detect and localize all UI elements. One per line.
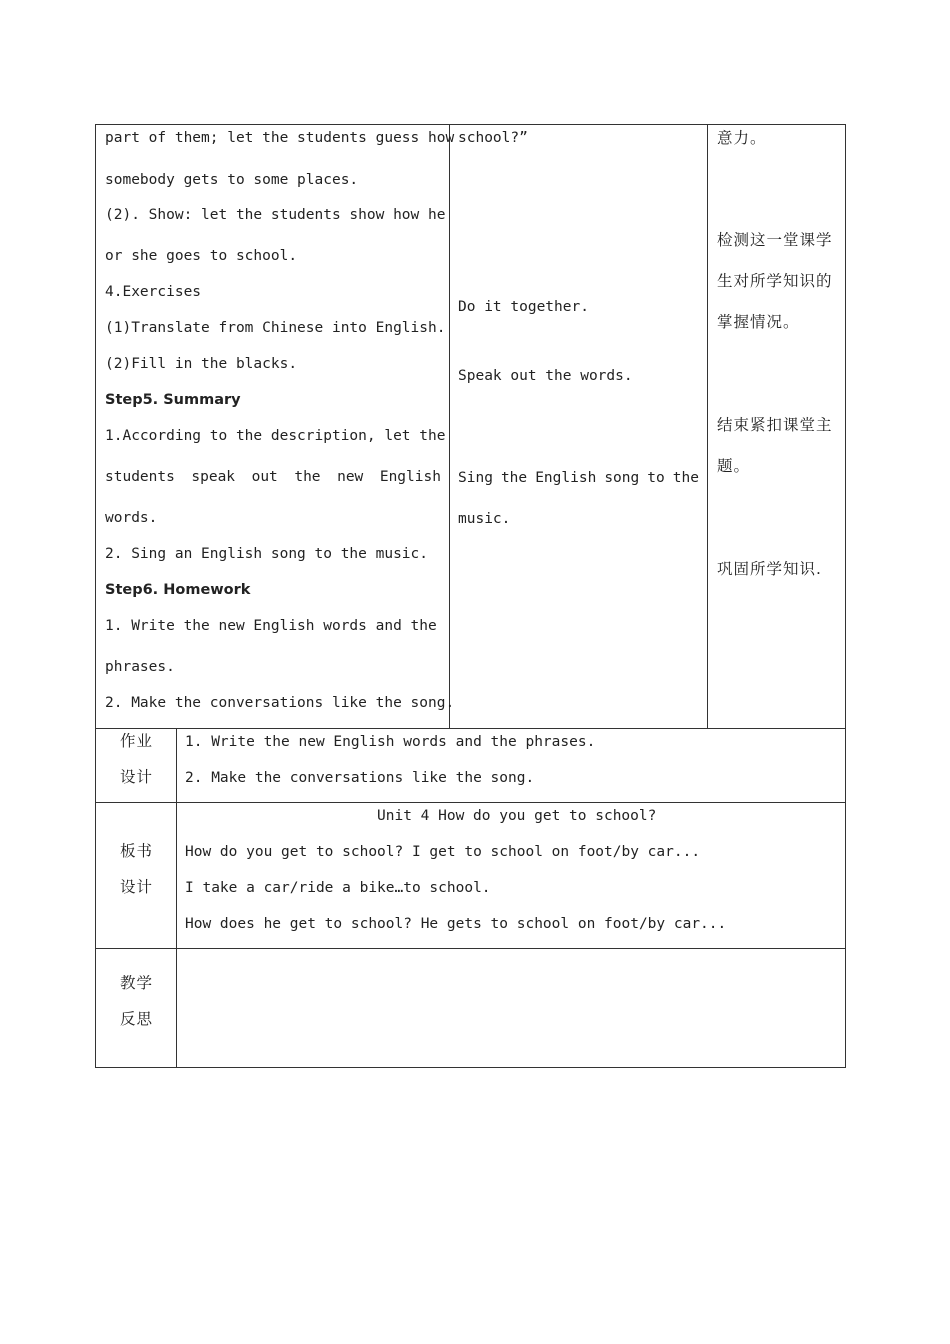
procedure-line: (2)Fill in the blacks.: [105, 356, 298, 372]
procedure-line: (2). Show: let the students show how he: [105, 207, 446, 223]
procedure-line: phrases.: [105, 659, 175, 675]
word: English: [535, 470, 597, 486]
activity-text: Do it together.: [458, 299, 589, 315]
row-divider-reflection: [95, 948, 846, 949]
step6-heading: Step6. Homework: [105, 582, 251, 598]
board-line: How does he get to school? He gets to school on foot/by car...: [185, 916, 727, 932]
homework-item: 2. Make the conversations like the song.: [185, 770, 535, 786]
word: out: [251, 469, 278, 485]
intent-text: 掌握情况。: [717, 313, 800, 331]
procedure-line: words.: [105, 510, 158, 526]
activity-justified-line: [458, 469, 699, 487]
procedure-line: part of them; let the students guess how: [105, 130, 455, 146]
label-column-divider: [176, 728, 177, 1068]
activity-text: Speak out the words.: [458, 368, 633, 384]
procedure-line: 1. Write the new English words and the: [105, 618, 437, 634]
word: speak: [191, 469, 236, 485]
intent-text: 巩固所学知识.: [717, 560, 822, 578]
intent-text: 生对所学知识的: [717, 272, 833, 290]
row-divider-board: [95, 802, 846, 803]
word: the: [672, 470, 699, 486]
word: Sing: [458, 470, 493, 486]
word: new: [337, 469, 364, 485]
word: students: [105, 469, 175, 485]
column-divider-1: [449, 124, 450, 728]
procedure-line: 1.According to the description, let the: [105, 428, 446, 444]
procedure-justified-line: [105, 468, 441, 486]
procedure-line: 2. Sing an English song to the music.: [105, 546, 429, 562]
column-divider-2: [707, 124, 708, 728]
intent-text: 检测这一堂课学: [717, 231, 833, 249]
procedure-line: somebody gets to some places.: [105, 172, 359, 188]
procedure-line: (1)Translate from Chinese into English.: [105, 320, 446, 336]
homework-item: 1. Write the new English words and the phrases.: [185, 734, 596, 750]
row-divider-homework: [95, 728, 846, 729]
word: song: [604, 470, 640, 486]
word: to: [647, 470, 665, 486]
activity-text: school?”: [458, 130, 528, 146]
word: English: [379, 469, 441, 485]
intent-text: 意力。: [717, 129, 767, 147]
step5-heading: Step5. Summary: [105, 392, 241, 408]
procedure-line: 4.Exercises: [105, 284, 202, 300]
word: the: [294, 469, 321, 485]
intent-text: 题。: [717, 457, 751, 475]
board-label: 设计: [120, 878, 154, 896]
homework-label: 设计: [120, 768, 154, 786]
procedure-line: or she goes to school.: [105, 248, 298, 264]
reflection-label: 反思: [120, 1010, 154, 1028]
procedure-line: 2. Make the conversations like the song.: [105, 695, 455, 711]
board-title: Unit 4 How do you get to school?: [377, 808, 657, 824]
board-label: 板书: [120, 842, 154, 860]
board-line: How do you get to school? I get to school on foot/by car...: [185, 844, 701, 860]
homework-label: 作业: [120, 732, 154, 750]
board-line: I take a car/ride a bike…to school.: [185, 880, 491, 896]
reflection-label: 教学: [120, 974, 154, 992]
word: the: [500, 470, 528, 486]
activity-text: music.: [458, 511, 511, 527]
intent-text: 结束紧扣课堂主: [717, 416, 833, 434]
